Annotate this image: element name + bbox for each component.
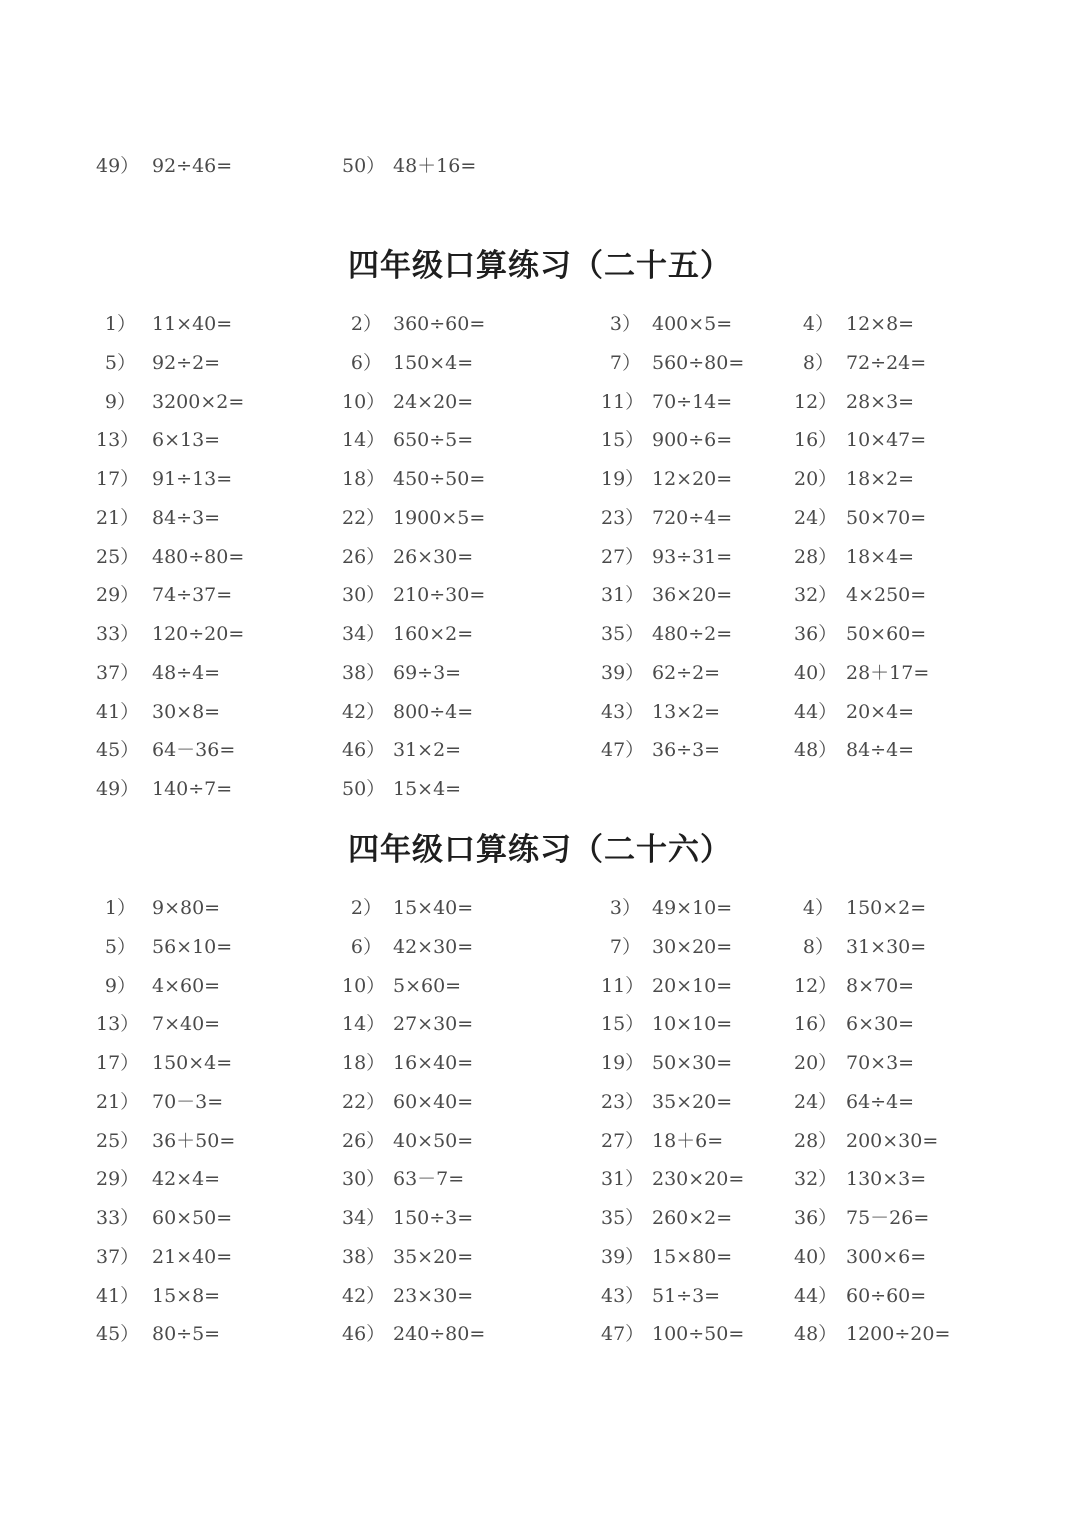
- problem-expression: 24×20=: [393, 390, 474, 413]
- problem-number: 1）: [104, 897, 136, 919]
- problem-expression: 400×5=: [652, 313, 733, 335]
- problem-number: 42）: [342, 1284, 386, 1307]
- problem-number: 49）: [96, 155, 140, 177]
- problem-number: 15）: [601, 429, 645, 452]
- problem-expression: 10×10=: [652, 1013, 733, 1036]
- problem-expression: 31×2=: [393, 739, 462, 762]
- problem-number: 27）: [601, 1129, 645, 1152]
- problem-expression: 130×3=: [846, 1168, 927, 1191]
- problem-expression: 36÷3=: [652, 739, 721, 762]
- problem-row: [0, 464, 1080, 494]
- problem-expression: 11×40=: [152, 313, 233, 335]
- problem-expression: 63－7=: [393, 1168, 465, 1191]
- problem-expression: 26×30=: [393, 545, 474, 568]
- problem-row: [0, 503, 1080, 533]
- problem-number: 33）: [96, 1207, 140, 1229]
- problem-expression: 48÷4=: [152, 661, 221, 684]
- problem-row: [0, 735, 1080, 765]
- problem-number: 46）: [342, 1323, 386, 1346]
- problem-row: [0, 425, 1080, 455]
- problem-number: 17）: [96, 468, 140, 490]
- problem-expression: 8×70=: [846, 974, 915, 997]
- problem-number: 11）: [601, 974, 645, 997]
- problem-number: 30）: [342, 1168, 386, 1191]
- problem-number: 43）: [601, 700, 645, 723]
- problem-number: 16）: [794, 1013, 838, 1036]
- problem-expression: 15×40=: [393, 897, 474, 919]
- problem-number: 21）: [96, 506, 140, 529]
- problem-expression: 28＋17=: [846, 661, 930, 684]
- problem-number: 48）: [794, 739, 838, 762]
- problem-number: 9）: [104, 974, 136, 997]
- problem-number: 16）: [794, 429, 838, 452]
- problem-number: 8）: [802, 935, 834, 958]
- problem-expression: 12×8=: [846, 313, 915, 335]
- problem-number: 43）: [601, 1284, 645, 1307]
- problem-number: 39）: [601, 661, 645, 684]
- problem-number: 4）: [802, 313, 834, 335]
- problem-expression: 27×30=: [393, 1013, 474, 1036]
- problem-number: 29）: [96, 584, 140, 607]
- problem-row: [0, 1164, 1080, 1194]
- problem-expression: 18×2=: [846, 468, 915, 490]
- problem-number: 19）: [601, 1052, 645, 1074]
- problem-number: 23）: [601, 506, 645, 529]
- problem-row: [0, 387, 1080, 417]
- problem-number: 37）: [96, 1245, 140, 1268]
- problem-number: 45）: [96, 739, 140, 762]
- problem-number: 39）: [601, 1245, 645, 1268]
- problem-row: [0, 971, 1080, 1001]
- problem-expression: 84÷3=: [152, 506, 221, 529]
- problem-number: 44）: [794, 700, 838, 723]
- problem-number: 8）: [802, 351, 834, 374]
- problem-number: 5）: [104, 935, 136, 958]
- problem-number: 5）: [104, 351, 136, 374]
- problem-number: 2）: [350, 313, 382, 335]
- problem-number: 25）: [96, 545, 140, 568]
- problem-number: 12）: [794, 390, 838, 413]
- problem-number: 10）: [342, 974, 386, 997]
- problem-expression: 150×4=: [152, 1052, 233, 1074]
- problem-number: 13）: [96, 1013, 140, 1036]
- problem-number: 3）: [609, 313, 641, 335]
- problem-expression: 7×40=: [152, 1013, 221, 1036]
- problem-row: [0, 309, 1080, 339]
- problem-number: 12）: [794, 974, 838, 997]
- problem-number: 3）: [609, 897, 641, 919]
- problem-expression: 50×70=: [846, 506, 927, 529]
- problem-expression: 50×30=: [652, 1052, 733, 1074]
- problem-expression: 230×20=: [652, 1168, 745, 1191]
- problem-expression: 91÷13=: [152, 468, 233, 490]
- problem-row: [0, 1009, 1080, 1039]
- problem-number: 50）: [342, 778, 386, 800]
- problem-number: 19）: [601, 468, 645, 490]
- problem-expression: 300×6=: [846, 1245, 927, 1268]
- problem-row: [0, 1048, 1080, 1078]
- problem-expression: 260×2=: [652, 1207, 733, 1229]
- problem-number: 50）: [342, 155, 386, 177]
- problem-row: [0, 1087, 1080, 1117]
- problem-number: 10）: [342, 390, 386, 413]
- problem-number: 32）: [794, 1168, 838, 1191]
- problem-number: 15）: [601, 1013, 645, 1036]
- problem-expression: 20×10=: [652, 974, 733, 997]
- problem-number: 14）: [342, 1013, 386, 1036]
- problem-expression: 28×3=: [846, 390, 915, 413]
- problem-expression: 30×8=: [152, 700, 221, 723]
- problem-expression: 64－36=: [152, 739, 236, 762]
- problem-number: 41）: [96, 700, 140, 723]
- problem-expression: 6×13=: [152, 429, 221, 452]
- problem-number: 1）: [104, 313, 136, 335]
- problem-expression: 1200÷20=: [846, 1323, 951, 1346]
- problem-expression: 20×4=: [846, 700, 915, 723]
- problem-number: 27）: [601, 545, 645, 568]
- problem-expression: 210÷30=: [393, 584, 486, 607]
- problem-expression: 3200×2=: [152, 390, 245, 413]
- problem-expression: 140÷7=: [152, 778, 233, 800]
- problem-expression: 70－3=: [152, 1090, 224, 1113]
- problem-expression: 35×20=: [393, 1245, 474, 1268]
- problem-number: 24）: [794, 1090, 838, 1113]
- problem-number: 48）: [794, 1323, 838, 1346]
- problem-expression: 800÷4=: [393, 700, 474, 723]
- problem-expression: 51÷3=: [652, 1284, 721, 1307]
- problem-number: 7）: [609, 351, 641, 374]
- problem-number: 6）: [350, 935, 382, 958]
- problem-expression: 480÷80=: [152, 545, 245, 568]
- problem-expression: 60÷60=: [846, 1284, 927, 1307]
- problem-expression: 160×2=: [393, 623, 474, 645]
- problem-expression: 23×30=: [393, 1284, 474, 1307]
- problem-expression: 64÷4=: [846, 1090, 915, 1113]
- problem-number: 28）: [794, 1129, 838, 1152]
- problem-expression: 84÷4=: [846, 739, 915, 762]
- problem-expression: 100÷50=: [652, 1323, 745, 1346]
- problem-number: 32）: [794, 584, 838, 607]
- problem-expression: 80÷5=: [152, 1323, 221, 1346]
- problem-expression: 42×4=: [152, 1168, 221, 1191]
- problem-number: 18）: [342, 468, 386, 490]
- problem-expression: 93÷31=: [652, 545, 733, 568]
- problem-expression: 150×4=: [393, 351, 474, 374]
- problem-expression: 150÷3=: [393, 1207, 474, 1229]
- problem-expression: 900÷6=: [652, 429, 733, 452]
- problem-row: [0, 619, 1080, 649]
- problem-number: 17）: [96, 1052, 140, 1074]
- problem-expression: 49×10=: [652, 897, 733, 919]
- problem-expression: 120÷20=: [152, 623, 245, 645]
- problem-expression: 56×10=: [152, 935, 233, 958]
- problem-row: [0, 697, 1080, 727]
- problem-number: 14）: [342, 429, 386, 452]
- problem-number: 35）: [601, 1207, 645, 1229]
- problem-number: 45）: [96, 1323, 140, 1346]
- problem-expression: 13×2=: [652, 700, 721, 723]
- problem-number: 47）: [601, 1323, 645, 1346]
- problem-expression: 18×4=: [846, 545, 915, 568]
- section-title: 四年级口算练习（二十六）: [348, 832, 732, 868]
- problem-number: 36）: [794, 623, 838, 645]
- problem-expression: 42×30=: [393, 935, 474, 958]
- problem-number: 6）: [350, 351, 382, 374]
- problem-number: 36）: [794, 1207, 838, 1229]
- problem-number: 23）: [601, 1090, 645, 1113]
- problem-expression: 560÷80=: [652, 351, 745, 374]
- problem-number: 40）: [794, 661, 838, 684]
- problem-expression: 200×30=: [846, 1129, 939, 1152]
- problem-number: 41）: [96, 1284, 140, 1307]
- problem-number: 26）: [342, 1129, 386, 1152]
- problem-expression: 62÷2=: [652, 661, 721, 684]
- problem-expression: 92÷46=: [152, 155, 233, 177]
- problem-number: 13）: [96, 429, 140, 452]
- problem-expression: 9×80=: [152, 897, 221, 919]
- problem-expression: 72÷24=: [846, 351, 927, 374]
- problem-expression: 69÷3=: [393, 661, 462, 684]
- problem-expression: 10×47=: [846, 429, 927, 452]
- problem-number: 22）: [342, 506, 386, 529]
- problem-expression: 16×40=: [393, 1052, 474, 1074]
- problem-row: [0, 774, 1080, 804]
- problem-number: 28）: [794, 545, 838, 568]
- problem-expression: 4×60=: [152, 974, 221, 997]
- problem-number: 2）: [350, 897, 382, 919]
- problem-expression: 240÷80=: [393, 1323, 486, 1346]
- problem-expression: 36×20=: [652, 584, 733, 607]
- problem-expression: 40×50=: [393, 1129, 474, 1152]
- problem-expression: 50×60=: [846, 623, 927, 645]
- problem-row: [0, 1281, 1080, 1311]
- problem-expression: 15×8=: [152, 1284, 221, 1307]
- problem-number: 33）: [96, 623, 140, 645]
- problem-row: [0, 580, 1080, 610]
- problem-expression: 150×2=: [846, 897, 927, 919]
- problem-number: 9）: [104, 390, 136, 413]
- problem-number: 26）: [342, 545, 386, 568]
- problem-row: [0, 1203, 1080, 1233]
- problem-row: [0, 658, 1080, 688]
- problem-number: 38）: [342, 1245, 386, 1268]
- problem-number: 29）: [96, 1168, 140, 1191]
- problem-number: 30）: [342, 584, 386, 607]
- problem-expression: 60×40=: [393, 1090, 474, 1113]
- problem-expression: 5×60=: [393, 974, 462, 997]
- problem-expression: 360÷60=: [393, 313, 486, 335]
- problem-number: 34）: [342, 1207, 386, 1229]
- problem-expression: 21×40=: [152, 1245, 233, 1268]
- problem-number: 20）: [794, 1052, 838, 1074]
- problem-number: 18）: [342, 1052, 386, 1074]
- problem-expression: 74÷37=: [152, 584, 233, 607]
- problem-expression: 12×20=: [652, 468, 733, 490]
- problem-expression: 6×30=: [846, 1013, 915, 1036]
- problem-expression: 36＋50=: [152, 1129, 236, 1152]
- problem-number: 35）: [601, 623, 645, 645]
- problem-expression: 1900×5=: [393, 506, 486, 529]
- problem-expression: 18＋6=: [652, 1129, 724, 1152]
- problem-expression: 480÷2=: [652, 623, 733, 645]
- problem-row: [0, 1126, 1080, 1156]
- problem-number: 44）: [794, 1284, 838, 1307]
- problem-expression: 4×250=: [846, 584, 927, 607]
- problem-expression: 92÷2=: [152, 351, 221, 374]
- problem-number: 42）: [342, 700, 386, 723]
- problem-number: 49）: [96, 778, 140, 800]
- problem-number: 20）: [794, 468, 838, 490]
- problem-number: 24）: [794, 506, 838, 529]
- problem-expression: 15×80=: [652, 1245, 733, 1268]
- problem-row: [0, 932, 1080, 962]
- problem-expression: 70×3=: [846, 1052, 915, 1074]
- problem-expression: 35×20=: [652, 1090, 733, 1113]
- section-title: 四年级口算练习（二十五）: [348, 248, 732, 284]
- problem-number: 46）: [342, 739, 386, 762]
- problem-expression: 48＋16=: [393, 155, 477, 177]
- problem-expression: 31×30=: [846, 935, 927, 958]
- problem-number: 37）: [96, 661, 140, 684]
- problem-number: 31）: [601, 584, 645, 607]
- problem-row: [0, 151, 1080, 181]
- problem-number: 47）: [601, 739, 645, 762]
- problem-expression: 75－26=: [846, 1207, 930, 1229]
- problem-row: [0, 348, 1080, 378]
- problem-expression: 720÷4=: [652, 506, 733, 529]
- problem-row: [0, 893, 1080, 923]
- problem-number: 38）: [342, 661, 386, 684]
- problem-number: 7）: [609, 935, 641, 958]
- problem-expression: 60×50=: [152, 1207, 233, 1229]
- problem-expression: 30×20=: [652, 935, 733, 958]
- problem-number: 25）: [96, 1129, 140, 1152]
- problem-expression: 15×4=: [393, 778, 462, 800]
- problem-number: 11）: [601, 390, 645, 413]
- problem-number: 40）: [794, 1245, 838, 1268]
- problem-number: 22）: [342, 1090, 386, 1113]
- problem-row: [0, 1319, 1080, 1349]
- problem-expression: 450÷50=: [393, 468, 486, 490]
- problem-number: 4）: [802, 897, 834, 919]
- problem-number: 34）: [342, 623, 386, 645]
- problem-number: 31）: [601, 1168, 645, 1191]
- problem-row: [0, 1242, 1080, 1272]
- problem-number: 21）: [96, 1090, 140, 1113]
- problem-expression: 70÷14=: [652, 390, 733, 413]
- problem-expression: 650÷5=: [393, 429, 474, 452]
- problem-row: [0, 542, 1080, 572]
